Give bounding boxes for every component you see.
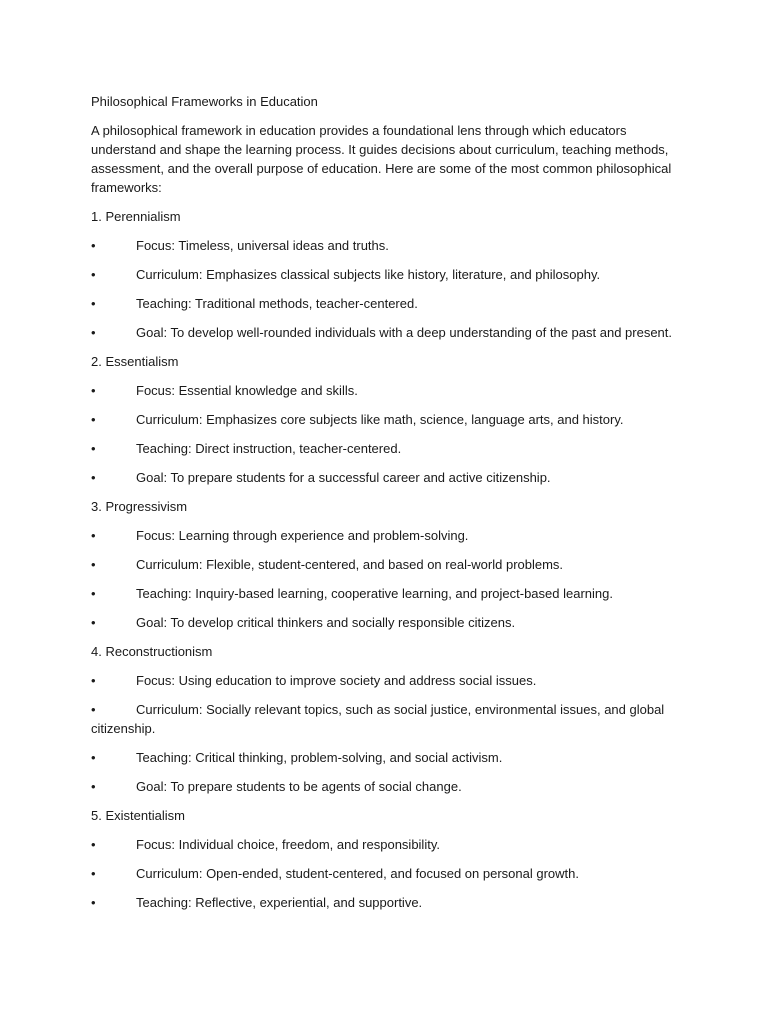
list-item-text: Curriculum: Socially relevant topics, such as social justice, environmental issues, and global citizenship. xyxy=(91,702,665,736)
list-item xyxy=(91,468,691,487)
list-item xyxy=(91,555,691,574)
list-item xyxy=(91,864,691,883)
list-item-text: Teaching: Inquiry-based learning, cooperative learning, and project-based learning. xyxy=(136,586,613,601)
bullet-icon: • xyxy=(91,557,96,572)
section-heading: 2. Essentialism xyxy=(91,354,179,369)
section-reconstructionism xyxy=(91,642,691,796)
section-existentialism xyxy=(91,806,691,912)
bullet-icon: • xyxy=(91,296,96,311)
list-item-text: Focus: Essential knowledge and skills. xyxy=(136,383,358,398)
document-title: Philosophical Frameworks in Education xyxy=(91,94,318,109)
list-item-text: Curriculum: Emphasizes classical subjects like history, literature, and philosophy. xyxy=(136,267,601,282)
section-heading: 5. Existentialism xyxy=(91,808,185,823)
list-item xyxy=(91,381,691,400)
list-item xyxy=(91,265,691,284)
list-item-text: Teaching: Direct instruction, teacher-centered. xyxy=(136,441,402,456)
bullet-icon: • xyxy=(91,866,96,881)
list-item-text: Teaching: Critical thinking, problem-solving, and social activism. xyxy=(136,750,503,765)
section-progressivism xyxy=(91,497,691,632)
bullet-icon: • xyxy=(91,750,96,765)
list-item xyxy=(91,526,691,545)
bullet-icon: • xyxy=(91,615,96,630)
list-item-text: Curriculum: Open-ended, student-centered, and focused on personal growth. xyxy=(136,866,579,881)
list-item xyxy=(91,671,691,690)
intro-paragraph: A philosophical framework in education provides a foundational lens through which educators understand and shape the learning process. It guides decisions about curriculum, teaching methods, assessment, and the overall purpose of education. Here are some of the most common philosophical frameworks: xyxy=(91,123,672,195)
list-item-text: Goal: To prepare students for a successful career and active citizenship. xyxy=(136,470,551,485)
list-item xyxy=(91,410,691,429)
list-item xyxy=(91,584,691,603)
bullet-icon: • xyxy=(91,895,96,910)
list-item xyxy=(91,236,691,255)
list-item xyxy=(91,777,691,796)
section-heading: 4. Reconstructionism xyxy=(91,644,213,659)
bullet-icon: • xyxy=(91,267,96,282)
list-item-text: Focus: Timeless, universal ideas and truths. xyxy=(136,238,389,253)
bullet-icon: • xyxy=(91,238,96,253)
section-heading: 1. Perennialism xyxy=(91,209,181,224)
list-item xyxy=(91,835,691,854)
section-perennialism xyxy=(91,207,691,342)
list-item-text: Focus: Learning through experience and problem-solving. xyxy=(136,528,469,543)
bullet-icon: • xyxy=(91,412,96,427)
list-item xyxy=(91,748,691,767)
list-item-text: Curriculum: Emphasizes core subjects like math, science, language arts, and history. xyxy=(136,412,624,427)
bullet-icon: • xyxy=(91,325,96,340)
list-item xyxy=(91,700,691,738)
list-item-text: Focus: Individual choice, freedom, and responsibility. xyxy=(136,837,440,852)
list-item-text: Focus: Using education to improve society and address social issues. xyxy=(136,673,537,688)
list-item xyxy=(91,893,691,912)
list-item xyxy=(91,613,691,632)
bullet-icon: • xyxy=(91,702,96,717)
bullet-icon: • xyxy=(91,673,96,688)
list-item xyxy=(91,439,691,458)
bullet-icon: • xyxy=(91,837,96,852)
list-item-text: Curriculum: Flexible, student-centered, and based on real-world problems. xyxy=(136,557,564,572)
list-item-text: Teaching: Traditional methods, teacher-centered. xyxy=(136,296,418,311)
bullet-icon: • xyxy=(91,586,96,601)
list-item xyxy=(91,323,691,342)
bullet-icon: • xyxy=(91,383,96,398)
list-item-text: Goal: To develop critical thinkers and socially responsible citizens. xyxy=(136,615,516,630)
bullet-icon: • xyxy=(91,441,96,456)
section-essentialism xyxy=(91,352,691,487)
list-item-text: Goal: To develop well-rounded individuals with a deep understanding of the past and present. xyxy=(136,325,673,340)
list-item-text: Goal: To prepare students to be agents of social change. xyxy=(136,779,462,794)
section-heading: 3. Progressivism xyxy=(91,499,188,514)
bullet-icon: • xyxy=(91,528,96,543)
list-item-text: Teaching: Reflective, experiential, and supportive. xyxy=(136,895,423,910)
bullet-icon: • xyxy=(91,779,96,794)
bullet-icon: • xyxy=(91,470,96,485)
document-page xyxy=(91,92,691,922)
list-item xyxy=(91,294,691,313)
